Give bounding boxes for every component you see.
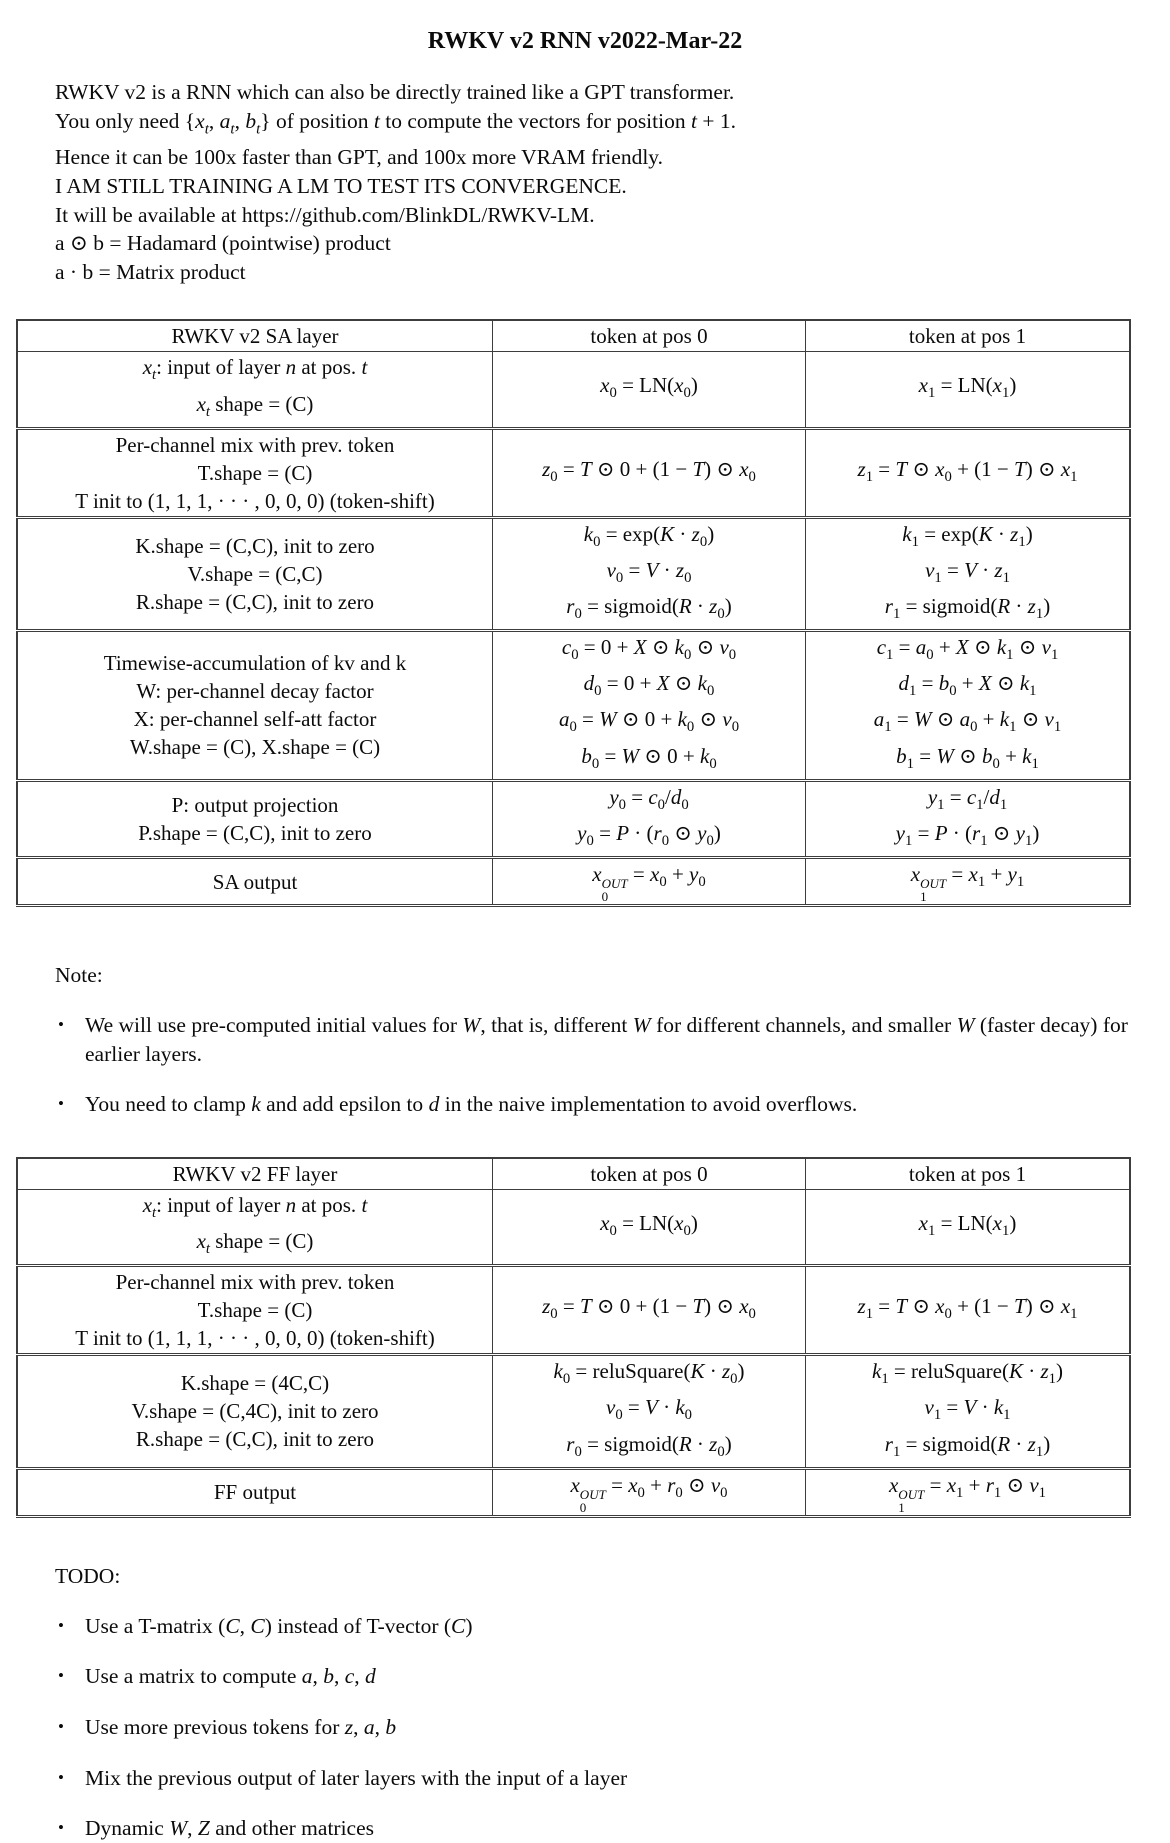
equation-line: x OUT 1 = $x_1 + r_1$ ⊙ $v_1$ <box>888 1472 1047 1515</box>
bullet-icon: • <box>58 1818 64 1838</box>
intro-line: a ⊙ b = Hadamard (pointwise) product <box>55 231 391 256</box>
equation-line: $c_1 = a_0 + X$ ⊙ $k_1$ ⊙ $v_1$ <box>876 635 1059 664</box>
bullet-icon: • <box>58 1094 64 1114</box>
equation-line: $r_0$ = sigmoid(R · $z_0$) <box>566 593 732 623</box>
equation-line: $c_0 = 0 + X$ ⊙ $k_0$ ⊙ $v_0$ <box>561 635 737 664</box>
note-heading: Note: <box>55 963 103 988</box>
description-line: P: output projection <box>171 792 339 817</box>
equation-line: $b_0 = W$ ⊙ $0 + k_0$ <box>581 743 717 772</box>
equation-line: $k_0 = \exp(K \cdot z_0)$ <box>583 521 715 550</box>
todo-item <box>58 1764 1170 1793</box>
description-cell <box>17 1189 493 1265</box>
equation-cell <box>493 1266 806 1355</box>
table-row <box>17 780 1130 857</box>
table-row <box>17 428 1130 517</box>
equation-cell <box>493 352 806 428</box>
equation-cell <box>493 780 806 857</box>
bullet-text: Mix the previous output of later layers with the input of a layer <box>85 1765 628 1790</box>
equation-line: $d_0 = 0 + X$ ⊙ $k_0$ <box>583 671 715 700</box>
equation-line: $x_1 = LN(x_1)$ <box>918 1211 1017 1240</box>
equation-line: $y_1 = c_1/d_1$ <box>927 784 1008 813</box>
equation-line: $z_1 = T$ ⊙ $x_0 + (1 - T)$ ⊙ $x_1$ <box>857 1294 1078 1323</box>
equation-cell <box>493 1189 806 1265</box>
description-line: Per-channel mix with prev. token <box>115 432 395 457</box>
equation-line: $k_1$ = reluSquare(K · $z_1$) <box>871 1359 1064 1388</box>
note-item <box>58 1011 1170 1068</box>
bullet-text: We will use pre-computed initial values for W, that is, different W for different channels, and smaller W (faster decay) for earlier layers. <box>85 1013 1128 1066</box>
bullet-icon: • <box>58 1615 64 1635</box>
equation-line: $b_1 = W$ ⊙ $b_0 + k_1$ <box>896 743 1039 772</box>
equation-line: $y_1 = P \cdot (r_1$ ⊙ $y_1$) <box>895 820 1040 849</box>
todo-item <box>58 1713 1170 1742</box>
equation-line: $x_0 = LN(x_0)$ <box>600 373 698 402</box>
equation-line: x OUT 1 = $x_1 + y_1$ <box>910 861 1025 905</box>
sa-layer-table <box>16 319 1131 907</box>
todo-item <box>58 1662 1170 1691</box>
equation-line: $y_0 = c_0/d_0$ <box>609 784 689 813</box>
table-row <box>17 857 1130 905</box>
header-cell: token at pos 1 <box>806 1158 1131 1190</box>
header-cell: RWKV v2 SA layer <box>17 320 493 352</box>
description-line: T.shape = (C) <box>197 460 313 485</box>
table-row <box>17 631 1130 781</box>
description-line: V.shape = (C,C) <box>187 561 323 586</box>
equation-cell <box>806 1355 1131 1468</box>
equation-cell <box>806 517 1131 630</box>
description-line: W: per-channel decay factor <box>136 679 374 704</box>
bullet-text: Use a T-matrix (C, C) instead of T-vector (C) <box>85 1613 473 1638</box>
bullet-icon: • <box>58 1717 64 1737</box>
equation-cell <box>806 1266 1131 1355</box>
header-cell: RWKV v2 FF layer <box>17 1158 493 1190</box>
table-header-row <box>17 1158 1130 1190</box>
equation-line: $x_1 = LN(x_1)$ <box>918 373 1017 402</box>
equation-line: $v_0 = V \cdot k_0$ <box>605 1395 692 1424</box>
note-item <box>58 1090 1170 1119</box>
equation-line: $r_1$ = sigmoid(R · $z_1$) <box>884 593 1051 623</box>
equation-line: x OUT 0 = $x_0 + r_0$ ⊙ $v_0$ <box>570 1472 728 1515</box>
intro-paragraph <box>55 78 1170 286</box>
description-line: $x_t$: input of layer n at pos. t <box>142 1192 368 1222</box>
bullet-icon: • <box>58 1015 64 1035</box>
table-row <box>17 1355 1130 1468</box>
description-cell <box>17 428 493 517</box>
equation-line: $k_0$ = reluSquare(K · $z_0$) <box>553 1359 745 1388</box>
description-line: T.shape = (C) <box>197 1298 313 1323</box>
description-line: X: per-channel self-att factor <box>133 707 377 732</box>
description-line: Per-channel mix with prev. token <box>115 1270 395 1295</box>
table-row <box>17 1266 1130 1355</box>
bullet-icon: • <box>58 1767 64 1787</box>
table-header-row <box>17 320 1130 352</box>
todo-item <box>58 1612 1170 1641</box>
equation-line: $x_0 = LN(x_0)$ <box>600 1211 698 1240</box>
description-line: K.shape = (C,C), init to zero <box>135 533 375 558</box>
description-line: V.shape = (C,4C), init to zero <box>131 1399 379 1424</box>
equation-line: x OUT 0 = $x_0 + y_0$ <box>592 861 706 905</box>
todo-item <box>58 1814 1170 1843</box>
equation-line: $a_1 = W$ ⊙ $a_0 + k_1$ ⊙ $v_1$ <box>873 707 1062 736</box>
equation-cell <box>806 428 1131 517</box>
todo-heading: TODO: <box>55 1563 121 1588</box>
equation-cell <box>806 631 1131 781</box>
description-line: $x_t$ shape = (C) <box>196 391 314 420</box>
table-row <box>17 1189 1130 1265</box>
equation-line: $y_0 = P \cdot (r_0$ ⊙ $y_0$) <box>577 820 721 849</box>
intro-line: You only need {$x_t$, $a_t$, $b_t$} of position t to compute the vectors for position t + 1. <box>55 108 736 137</box>
table-row <box>17 517 1130 630</box>
equation-cell <box>493 428 806 517</box>
bullet-icon: • <box>58 1666 64 1686</box>
todo-list <box>58 1612 1170 1843</box>
document-page <box>0 26 1170 1841</box>
bullet-text: Use a matrix to compute a, b, c, d <box>85 1664 376 1689</box>
intro-line: I AM STILL TRAINING A LM TO TEST ITS CONVERGENCE. <box>55 174 627 199</box>
description-cell <box>17 780 493 857</box>
equation-cell <box>493 1468 806 1516</box>
intro-line: Hence it can be 100x faster than GPT, and 100x more VRAM friendly. <box>55 145 664 170</box>
equation-line: $v_0 = V \cdot z_0$ <box>606 557 692 586</box>
equation-cell <box>493 517 806 630</box>
intro-line: a · b = Matrix product <box>55 259 246 284</box>
equation-line: $v_1 = V \cdot z_1$ <box>925 557 1010 586</box>
equation-cell <box>493 631 806 781</box>
description-cell <box>17 352 493 428</box>
description-line: K.shape = (4C,C) <box>180 1371 330 1396</box>
description-cell <box>17 1266 493 1355</box>
equation-cell <box>806 1189 1131 1265</box>
equation-cell <box>806 780 1131 857</box>
note-list <box>58 1011 1170 1119</box>
ff-layer-table <box>16 1157 1131 1518</box>
description-cell <box>17 631 493 781</box>
bullet-text: Use more previous tokens for z, a, b <box>85 1715 397 1740</box>
description-line: Timewise-accumulation of kv and k <box>103 651 407 676</box>
description-line: T init to (1, 1, 1, · · · , 0, 0, 0) (token-shift) <box>75 488 435 513</box>
equation-line: $r_1$ = sigmoid(R · $z_1$) <box>884 1431 1051 1460</box>
equation-line: $z_1 = T$ ⊙ $x_0 + (1 - T)$ ⊙ $x_1$ <box>857 456 1078 485</box>
description-line: T init to (1, 1, 1, · · · , 0, 0, 0) (token-shift) <box>75 1326 435 1351</box>
intro-line: RWKV v2 is a RNN which can also be directly trained like a GPT transformer. <box>55 80 735 104</box>
equation-line: $a_0 = W$ ⊙ $0 + k_0$ ⊙ $v_0$ <box>558 707 740 736</box>
header-cell: token at pos 1 <box>806 320 1131 352</box>
equation-line: $r_0$ = sigmoid(R · $z_0$) <box>566 1431 732 1460</box>
equation-line: $d_1 = b_0 + X$ ⊙ $k_1$ <box>898 671 1037 700</box>
equation-cell <box>493 1355 806 1468</box>
intro-line: It will be available at https://github.com/BlinkDL/RWKV-LM. <box>55 202 595 227</box>
description-line: $x_t$: input of layer n at pos. t <box>142 355 368 384</box>
equation-line: $k_1 = \exp(K \cdot z_1)$ <box>902 521 1033 550</box>
equation-cell <box>806 1468 1131 1516</box>
description-cell <box>17 517 493 630</box>
header-cell: token at pos 0 <box>493 1158 806 1190</box>
table-row <box>17 352 1130 428</box>
description-cell <box>17 1468 493 1516</box>
equation-cell <box>806 352 1131 428</box>
page-title: RWKV v2 RNN v2022-Mar-22 <box>427 28 743 54</box>
equation-line: $z_0 = T$ ⊙ 0 + (1 − T) ⊙ $x_0$ <box>542 1294 756 1323</box>
description-line: FF output <box>213 1480 297 1505</box>
bullet-text: You need to clamp k and add epsilon to d in the naive implementation to avoid overflows. <box>85 1092 858 1117</box>
description-line: W.shape = (C), X.shape = (C) <box>129 735 381 760</box>
table-row <box>17 1468 1130 1516</box>
header-cell: token at pos 0 <box>493 320 806 352</box>
equation-cell <box>806 857 1131 905</box>
bullet-text: Dynamic W, Z and other matrices <box>85 1816 374 1841</box>
description-cell <box>17 857 493 905</box>
description-line: P.shape = (C,C), init to zero <box>138 820 372 845</box>
equation-line: $z_0 = T$ ⊙ 0 + (1 − T) ⊙ $x_0$ <box>542 456 756 485</box>
description-line: R.shape = (C,C), init to zero <box>135 589 375 614</box>
description-line: $x_t$ shape = (C) <box>196 1229 314 1258</box>
description-line: SA output <box>212 869 298 894</box>
equation-line: $v_1 = V \cdot k_1$ <box>924 1395 1011 1424</box>
description-line: R.shape = (C,C), init to zero <box>135 1427 375 1452</box>
description-cell <box>17 1355 493 1468</box>
equation-cell <box>493 857 806 905</box>
